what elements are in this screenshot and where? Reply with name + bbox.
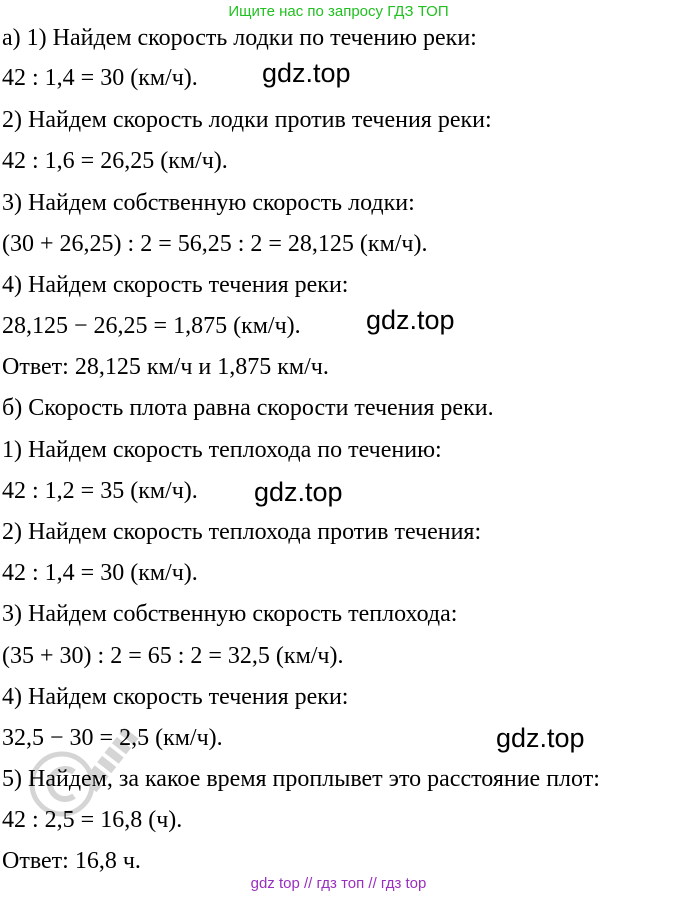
solution-line-b-step-1: 1) Найдем скорость теплохода по течению: [2, 437, 442, 463]
watermark-gdz-top: gdz.top [254, 477, 343, 507]
solution-line-b-step-3: 3) Найдем собственную скорость теплохода: [2, 601, 458, 627]
solution-line-a-step-4: 4) Найдем скорость течения реки: [2, 272, 349, 298]
solution-line-b-calc-2: 42 : 1,4 = 30 (км/ч). [2, 560, 198, 586]
solution-line-b-step-5: 5) Найдем, за какое время проплывет это расстояние плот: [2, 766, 600, 792]
footer-links[interactable]: gdz top // гдз топ // гдз top [250, 875, 427, 892]
solution-line-b-calc-5: 42 : 2,5 = 16,8 (ч). [2, 807, 183, 833]
solution-line-a-calc-2: 42 : 1,6 = 26,25 (км/ч). [2, 148, 228, 174]
solution-line-a-calc-3: (30 + 26,25) : 2 = 56,25 : 2 = 28,125 (км/ч). [2, 231, 428, 257]
solution-line-b-step-2: 2) Найдем скорость теплохода против течения: [2, 519, 482, 545]
solution-line-b-calc-3: (35 + 30) : 2 = 65 : 2 = 32,5 (км/ч). [2, 643, 344, 669]
solution-line-a-step-3: 3) Найдем собственную скорость лодки: [2, 190, 415, 216]
watermark-gdz-top: gdz.top [262, 58, 351, 88]
solution-line-a-calc-1: 42 : 1,4 = 30 (км/ч). [2, 65, 198, 91]
solution-line-a-step-2: 2) Найдем скорость лодки против течения реки: [2, 107, 492, 133]
answer-line-a: Ответ: 28,125 км/ч и 1,875 км/ч. [2, 354, 329, 380]
solution-line-b-calc-1: 42 : 1,2 = 35 (км/ч). [2, 478, 198, 504]
solution-line-a-calc-4: 28,125 − 26,25 = 1,875 (км/ч). [2, 313, 301, 339]
solution-line-b-step-4: 4) Найдем скорость течения реки: [2, 684, 349, 710]
answer-line-b: Ответ: 16,8 ч. [2, 848, 141, 874]
watermark-gdz-top: gdz.top [366, 305, 455, 335]
watermark-gdz-top: gdz.top [496, 723, 585, 753]
solution-line-b-calc-4: 32,5 − 30 = 2,5 (км/ч). [2, 725, 223, 751]
solution-line-a-step-1: а) 1) Найдем скорость лодки по течению реки: [2, 25, 477, 51]
header-banner[interactable]: Ищите нас по запросу ГДЗ ТОП [228, 3, 449, 20]
solution-line-b-intro: б) Скорость плота равна скорости течения реки. [2, 395, 494, 421]
